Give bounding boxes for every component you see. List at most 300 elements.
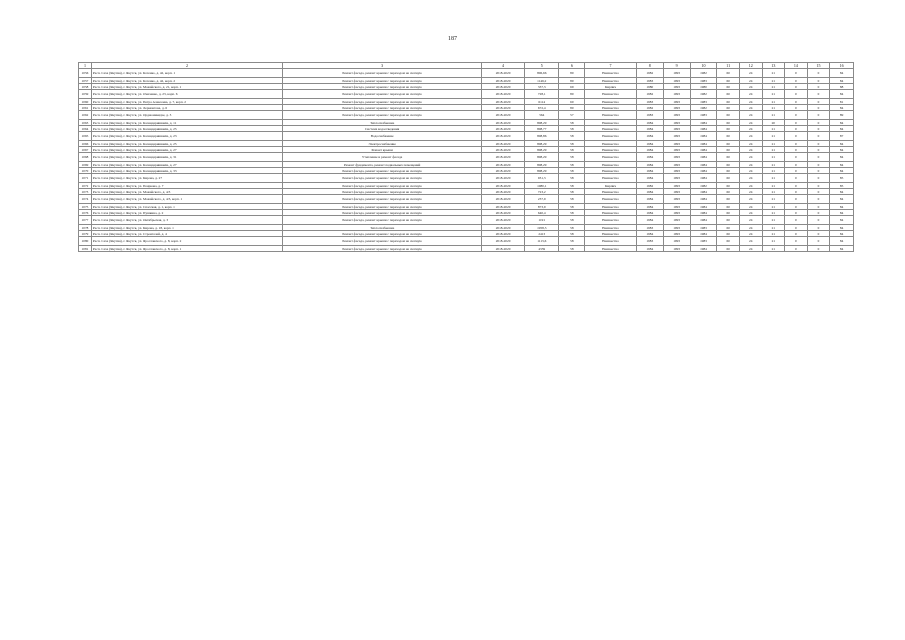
table-cell: Неизвестно — [585, 174, 637, 183]
table-cell: 24 — [739, 225, 762, 231]
table-cell: Неизвестно — [585, 90, 637, 99]
table-cell: 873,9 — [525, 204, 559, 210]
table-cell: 1146,2 — [525, 78, 559, 84]
table-cell: 24 — [739, 174, 762, 183]
table-cell: 0 — [807, 126, 830, 132]
table-cell: 24 — [739, 204, 762, 210]
table-cell: 337,3 — [525, 84, 559, 90]
table-cell: Неизвестно — [585, 141, 637, 147]
table-cell: 2018-2020 — [482, 237, 525, 246]
table-cell: 0 — [807, 120, 830, 126]
table-cell: Респ. Саха (Якутия), г. Якутск, ул. Котенко, д. 42, корп. 2 — [91, 78, 282, 84]
table-cell: 84 — [830, 237, 854, 246]
table-cell: 0 — [785, 126, 808, 132]
table-cell: 1984 — [690, 216, 717, 225]
table-cell: Ремонт фасада, ремонт крыши с переходом на скатную — [283, 84, 482, 90]
table-cell: 24 — [739, 246, 762, 252]
table-cell: 808,29 — [525, 162, 559, 168]
table-cell: 2018-2020 — [482, 210, 525, 216]
table-cell: 84 — [830, 225, 854, 231]
table-cell: 58 — [559, 132, 585, 141]
column-header: 15 — [807, 63, 830, 69]
table-cell: 24 — [739, 195, 762, 204]
table-cell: 21 — [762, 195, 785, 204]
table-cell: 1982 — [690, 183, 717, 189]
table-cell: 24 — [739, 141, 762, 147]
table-cell: 1984 — [690, 195, 717, 204]
table-row — [79, 216, 854, 225]
table-cell: 1080,1 — [525, 183, 559, 189]
table-cell: 1062 — [79, 111, 92, 120]
table-cell: 0 — [807, 90, 830, 99]
table-cell: 808,77 — [525, 126, 559, 132]
table-cell: 80 — [559, 105, 585, 111]
table-cell: 0 — [807, 168, 830, 174]
table-cell: 1993 — [663, 246, 690, 252]
table-cell: 2018-2020 — [482, 189, 525, 195]
table-cell: Ремонт фасада, ремонт крыши с переходом на скатную — [283, 189, 482, 195]
table-cell: 1984 — [636, 204, 663, 210]
table-cell: 24 — [739, 216, 762, 225]
table-cell: 2018-2020 — [482, 153, 525, 162]
table-cell: 1984 — [690, 162, 717, 168]
table-cell: 931,3 — [525, 174, 559, 183]
table-cell: 0 — [807, 69, 830, 78]
table-cell: 1993 — [663, 162, 690, 168]
table-cell: 0 — [785, 168, 808, 174]
table-cell: Респ. Саха (Якутия), г. Якутск, ул. Каландаришвили, д. 27 — [91, 147, 282, 153]
table-cell: Неизвестно — [585, 153, 637, 162]
table-cell: 2018-2020 — [482, 126, 525, 132]
table-cell: 1984 — [690, 189, 717, 195]
table-cell: 21 — [762, 84, 785, 90]
table-cell: 2018-2020 — [482, 90, 525, 99]
table-cell: 1984 — [636, 132, 663, 141]
table-row — [79, 90, 854, 99]
table-cell: 0 — [807, 216, 830, 225]
table-cell: 1080 — [79, 237, 92, 246]
table-cell: 21 — [762, 132, 785, 141]
table-cell: Ремонт фасада, ремонт крыши с переходом на скатную — [283, 69, 482, 78]
table-cell: 0 — [785, 237, 808, 246]
table-cell: Кирпич — [585, 183, 637, 189]
table-row — [79, 237, 854, 246]
table-cell: 58 — [559, 216, 585, 225]
table-cell: 1982 — [690, 105, 717, 111]
table-cell: 1063 — [79, 120, 92, 126]
table-cell: 60 — [717, 126, 740, 132]
table-cell: Ремонт фасада, ремонт крыши с переходом на скатную — [283, 111, 482, 120]
table-cell: 2018-2020 — [482, 111, 525, 120]
table-cell: 1993 — [663, 78, 690, 84]
table-cell: 60 — [717, 162, 740, 168]
table-cell: Респ. Саха (Якутия), г. Якутск, ул. Каландаришвили, д. 33 — [91, 168, 282, 174]
table-cell: 1993 — [663, 195, 690, 204]
table-cell: 24 — [739, 183, 762, 189]
table-cell: 1983 — [690, 111, 717, 120]
table-cell: 21 — [762, 105, 785, 111]
table-cell: 84 — [830, 147, 854, 153]
table-cell: 1076 — [79, 210, 92, 216]
table-cell: 1993 — [663, 189, 690, 195]
table-cell: 2018-2020 — [482, 195, 525, 204]
table-cell: 0 — [807, 132, 830, 141]
table-cell: 1984 — [636, 120, 663, 126]
table-cell: 60 — [717, 84, 740, 90]
table-cell: 1984 — [636, 147, 663, 153]
table-cell: Ремонт фасада, ремонт крыши с переходом на скатную — [283, 210, 482, 216]
table-cell: 0 — [807, 231, 830, 237]
table-cell: 60 — [717, 105, 740, 111]
table-cell: 0 — [785, 204, 808, 210]
table-row — [79, 153, 854, 162]
table-cell: Ремонт фасада, ремонт крыши с переходом на скатную — [283, 78, 482, 84]
table-cell: 6114 — [525, 99, 559, 105]
table-cell: Респ. Саха (Якутия), г. Якутск, ул. Лермонтова, д. 6 — [91, 105, 282, 111]
table-cell: 1057 — [79, 78, 92, 84]
table-cell: Респ. Саха (Якутия), г. Якутск, ул. Можайского, д. 4/3, корп. 1 — [91, 195, 282, 204]
table-cell: 1984 — [636, 210, 663, 216]
table-cell: 1993 — [663, 204, 690, 210]
table-cell: 1980 — [690, 84, 717, 90]
table-cell: 2018-2020 — [482, 132, 525, 141]
table-cell: 1983 — [690, 99, 717, 105]
table-cell: Неизвестно — [585, 237, 637, 246]
table-cell: 21 — [762, 147, 785, 153]
table-cell: 0 — [807, 189, 830, 195]
table-cell: 1079 — [79, 231, 92, 237]
table-cell: 0 — [785, 99, 808, 105]
table-cell: Ремонт фасада, ремонт крыши с переходом на скатную — [283, 216, 482, 225]
table-cell: 1993 — [663, 216, 690, 225]
table-cell: 0 — [807, 84, 830, 90]
table-cell: 1982 — [636, 69, 663, 78]
table-cell: 1982 — [690, 90, 717, 99]
table-cell: 80 — [559, 90, 585, 99]
table-cell: 24 — [739, 231, 762, 237]
table-cell: 57 — [559, 111, 585, 120]
table-cell: 58 — [559, 153, 585, 162]
table-cell: 0 — [807, 246, 830, 252]
table-cell: 1073 — [79, 189, 92, 195]
table-cell: 1983 — [636, 111, 663, 120]
table-cell: 58 — [559, 189, 585, 195]
table-cell: 1982 — [636, 90, 663, 99]
table-cell: Неизвестно — [585, 105, 637, 111]
table-row — [79, 195, 854, 204]
table-cell: Ремонт фасада, ремонт крыши с переходом на скатную — [283, 174, 482, 183]
table-cell: 0 — [807, 99, 830, 105]
table-cell: Теплоснабжение — [283, 225, 482, 231]
table-cell: 60 — [717, 174, 740, 183]
table-cell: 58 — [559, 183, 585, 189]
table-cell: 21 — [762, 189, 785, 195]
table-cell: Неизвестно — [585, 168, 637, 174]
table-cell: 2018-2020 — [482, 174, 525, 183]
table-cell: 21 — [762, 153, 785, 162]
table-cell: 89 — [830, 111, 854, 120]
table-cell: 2018-2020 — [482, 69, 525, 78]
table-cell: Респ. Саха (Якутия), г. Якутск, ул. Орджоникидзе, д. 3 — [91, 111, 282, 120]
column-header: 8 — [636, 63, 663, 69]
table-row — [79, 69, 854, 78]
table-cell: 60 — [717, 210, 740, 216]
table-cell: 808,29 — [525, 147, 559, 153]
table-row — [79, 246, 854, 252]
table-cell: Ремонт фундамента, ремонт подвальных помещений — [283, 162, 482, 168]
table-cell: 58 — [559, 210, 585, 216]
table-cell: 1983 — [636, 78, 663, 84]
table-cell: 1993 — [663, 105, 690, 111]
table-cell: 21 — [762, 162, 785, 168]
table-cell: Кирпич — [585, 84, 637, 90]
table-cell: 0 — [785, 69, 808, 78]
table-cell: 58 — [559, 237, 585, 246]
table-cell: 21 — [762, 216, 785, 225]
table-cell: Респ. Саха (Якутия), г. Якутск, ул. Каландаришвили, д. 25 — [91, 126, 282, 132]
table-cell: 21 — [762, 111, 785, 120]
table-cell: 2018-2020 — [482, 168, 525, 174]
table-cell: 84 — [830, 153, 854, 162]
table-cell: 21 — [762, 204, 785, 210]
table-cell: 0 — [785, 225, 808, 231]
table-cell: 1984 — [690, 153, 717, 162]
table-cell: 0 — [807, 78, 830, 84]
table-row — [79, 132, 854, 141]
table-cell: 2018-2020 — [482, 231, 525, 237]
table-cell: 0 — [807, 105, 830, 111]
table-cell: Ремонт крыши — [283, 147, 482, 153]
table-cell: 1984 — [636, 126, 663, 132]
table-cell: 1984 — [690, 174, 717, 183]
column-header: 12 — [739, 63, 762, 69]
table-cell: 58 — [559, 195, 585, 204]
table-cell: Ремонт фасада, ремонт крыши с переходом на скатную — [283, 90, 482, 99]
table-cell: 24 — [739, 162, 762, 168]
table-cell: Респ. Саха (Якутия), г. Якутск, ул. Спасская, д. 1, корп. 1 — [91, 204, 282, 210]
table-cell: 85 — [830, 174, 854, 183]
table-cell: 84 — [830, 105, 854, 111]
table-cell: Водоснабжение — [283, 132, 482, 141]
column-header: 2 — [91, 63, 282, 69]
table-cell: Ремонт фасада, ремонт крыши с переходом на скатную — [283, 183, 482, 189]
table-cell: 84 — [830, 90, 854, 99]
table-cell: 1983 — [636, 99, 663, 105]
table-cell: 80 — [559, 78, 585, 84]
table-cell: Теплоснабжение — [283, 120, 482, 126]
table-cell: Респ. Саха (Якутия), г. Якутск, ул. Каландаришвили, д. 31 — [91, 153, 282, 162]
column-header: 16 — [830, 63, 854, 69]
table-cell: 1993 — [663, 84, 690, 90]
table-cell: 60 — [717, 204, 740, 210]
table-cell: 24 — [739, 132, 762, 141]
table-cell: 808,29 — [525, 153, 559, 162]
table-cell: 58 — [559, 225, 585, 231]
table-cell: 0 — [785, 120, 808, 126]
table-cell: 0 — [807, 147, 830, 153]
table-cell: 808,86 — [525, 132, 559, 141]
table-cell: 1984 — [690, 141, 717, 147]
table-cell: Неизвестно — [585, 216, 637, 225]
table-cell: 21 — [762, 225, 785, 231]
table-cell: 1993 — [663, 132, 690, 141]
table-cell: 1983 — [690, 78, 717, 84]
table-cell: 60 — [717, 195, 740, 204]
table-cell: 0 — [785, 78, 808, 84]
table-cell: 1993 — [663, 111, 690, 120]
table-cell: Неизвестно — [585, 126, 637, 132]
table-cell: 1993 — [663, 90, 690, 99]
table-cell: 60 — [717, 231, 740, 237]
table-cell: 69 — [559, 84, 585, 90]
table-cell: Респ. Саха (Якутия), г. Якутск, ул. Каландаришвили, д. 23 — [91, 132, 282, 141]
table-cell: 1067 — [79, 147, 92, 153]
table-cell: 1984 — [636, 189, 663, 195]
table-cell: 1077 — [79, 216, 92, 225]
table-cell: Респ. Саха (Якутия), г. Якутск, ул. Октябрьская, д. 3 — [91, 216, 282, 225]
table-cell: 1993 — [663, 153, 690, 162]
table-cell: 1993 — [663, 237, 690, 246]
table-cell: Ремонт фасада, ремонт крыши с переходом на скатную — [283, 168, 482, 174]
table-cell: 21 — [762, 246, 785, 252]
table-cell: 24 — [739, 120, 762, 126]
table-cell: Ремонт фасада, ремонт крыши с переходом на скатную — [283, 231, 482, 237]
table-cell: 0 — [785, 216, 808, 225]
table-cell: 0 — [807, 162, 830, 168]
table-cell: 1993 — [663, 147, 690, 153]
table-cell: 1984 — [690, 204, 717, 210]
table-cell: 1113,6 — [525, 237, 559, 246]
table-cell: Респ. Саха (Якутия), г. Якутск, ул. Можайского, д. 21, корп. 1 — [91, 84, 282, 90]
table-cell: 1982 — [690, 69, 717, 78]
table-cell: 2018-2020 — [482, 84, 525, 90]
table-cell: 80 — [559, 69, 585, 78]
table-cell: 21 — [762, 99, 785, 105]
table-cell: 0 — [807, 210, 830, 216]
table-cell: 1984 — [636, 174, 663, 183]
table-cell: 1061 — [79, 105, 92, 111]
table-cell: Респ. Саха (Якутия), г. Якутск, ул. Пояркова, д. 7 — [91, 183, 282, 189]
table-cell: 24 — [739, 237, 762, 246]
table-cell: 0 — [785, 246, 808, 252]
table-cell: 84 — [830, 69, 854, 78]
table-cell: 1059 — [79, 90, 92, 99]
table-cell: 24 — [739, 105, 762, 111]
table-cell: Ремонт фасада, ремонт крыши с переходом на скатную — [283, 237, 482, 246]
table-cell: 1993 — [663, 126, 690, 132]
table-cell: 21 — [762, 90, 785, 99]
table-cell: 84 — [830, 141, 854, 147]
table-cell: 24 — [739, 99, 762, 105]
table-cell: 728,1 — [525, 90, 559, 99]
table-cell: Неизвестно — [585, 246, 637, 252]
table-cell: Система водоотведения — [283, 126, 482, 132]
table-cell: 60 — [717, 183, 740, 189]
table-cell: 0 — [785, 189, 808, 195]
table-cell: 0 — [785, 147, 808, 153]
table-cell: 60 — [717, 225, 740, 231]
table-cell: 60 — [717, 132, 740, 141]
column-header: 3 — [283, 63, 482, 69]
table-cell: 672,4 — [525, 105, 559, 111]
table-cell: 1993 — [663, 120, 690, 126]
table-cell: 84 — [830, 126, 854, 132]
table-cell: 1068 — [79, 153, 92, 162]
table-cell: 0 — [785, 84, 808, 90]
table-cell: 21 — [762, 174, 785, 183]
table-cell: 1993 — [663, 141, 690, 147]
table-cell: 1984 — [690, 210, 717, 216]
table-cell: 60 — [717, 111, 740, 120]
table-cell: 84 — [830, 210, 854, 216]
table-cell: Респ. Саха (Якутия), г. Якутск, ул. Пушкина, д. 2 — [91, 210, 282, 216]
table-cell: 1071 — [79, 174, 92, 183]
table-cell: 0 — [785, 132, 808, 141]
table-cell: 1984 — [636, 168, 663, 174]
table-cell: 0 — [807, 195, 830, 204]
table-cell: Неизвестно — [585, 195, 637, 204]
table-cell: 1191 — [525, 216, 559, 225]
table-cell: 0 — [785, 153, 808, 162]
table-cell: Респ. Саха (Якутия), г. Якутск, ул. Каландаришвили, д. 11 — [91, 120, 282, 126]
table-cell: 24 — [739, 153, 762, 162]
table-cell: Ремонт фасада, ремонт крыши с переходом на скатную — [283, 99, 482, 105]
table-cell: 84 — [830, 231, 854, 237]
table-cell: 60 — [717, 237, 740, 246]
table-cell: Электроснабжение — [283, 141, 482, 147]
table-cell: 21 — [762, 78, 785, 84]
table-cell: 808,29 — [525, 141, 559, 147]
table-cell: 84 — [830, 246, 854, 252]
table-cell: 1984 — [690, 147, 717, 153]
table-cell: 24 — [739, 69, 762, 78]
table-cell: Ремонт фасада, ремонт крыши с переходом на скатную — [283, 105, 482, 111]
table-cell: 58 — [559, 141, 585, 147]
table-cell: 1984 — [636, 216, 663, 225]
table-cell: 58 — [559, 120, 585, 126]
table-cell: Респ. Саха (Якутия), г. Якутск, ул. Кирова, д. 18, корп. 1 — [91, 225, 282, 231]
table-cell: Неизвестно — [585, 99, 637, 105]
table-cell: 21 — [762, 126, 785, 132]
table-cell: 806,66 — [525, 69, 559, 78]
table-cell: 2413 — [525, 231, 559, 237]
column-header: 1 — [79, 63, 92, 69]
column-header: 4 — [482, 63, 525, 69]
table-cell: 2018-2020 — [482, 120, 525, 126]
table-cell: 0 — [785, 90, 808, 99]
table-cell: 1078 — [79, 225, 92, 231]
table-cell: Неизвестно — [585, 231, 637, 237]
table-cell: 21 — [762, 183, 785, 189]
table-cell: 58 — [559, 231, 585, 237]
table-cell: Респ. Саха (Якутия), г. Якутск, ул. Каландаришвили, д. 27 — [91, 162, 282, 168]
table-cell: 21 — [762, 168, 785, 174]
table-cell: 84 — [830, 120, 854, 126]
table-cell: 0 — [807, 204, 830, 210]
table-cell: 1983 — [636, 225, 663, 231]
table-cell: 58 — [559, 168, 585, 174]
column-header: 5 — [525, 63, 559, 69]
table-cell: 1993 — [663, 99, 690, 105]
table-cell: Респ. Саха (Якутия), г. Якутск, ул. Петра Алексеева, д. 7, корп. 2 — [91, 99, 282, 105]
table-cell: 1984 — [636, 153, 663, 162]
table-cell: 21 — [762, 210, 785, 216]
table-cell: 0 — [807, 111, 830, 120]
table-cell: 0 — [785, 231, 808, 237]
table-cell: 60 — [717, 147, 740, 153]
table-cell: Респ. Саха (Якутия), г. Якутск, ул. Строителей, д. 4 — [91, 231, 282, 237]
table-cell: 1058 — [79, 84, 92, 90]
